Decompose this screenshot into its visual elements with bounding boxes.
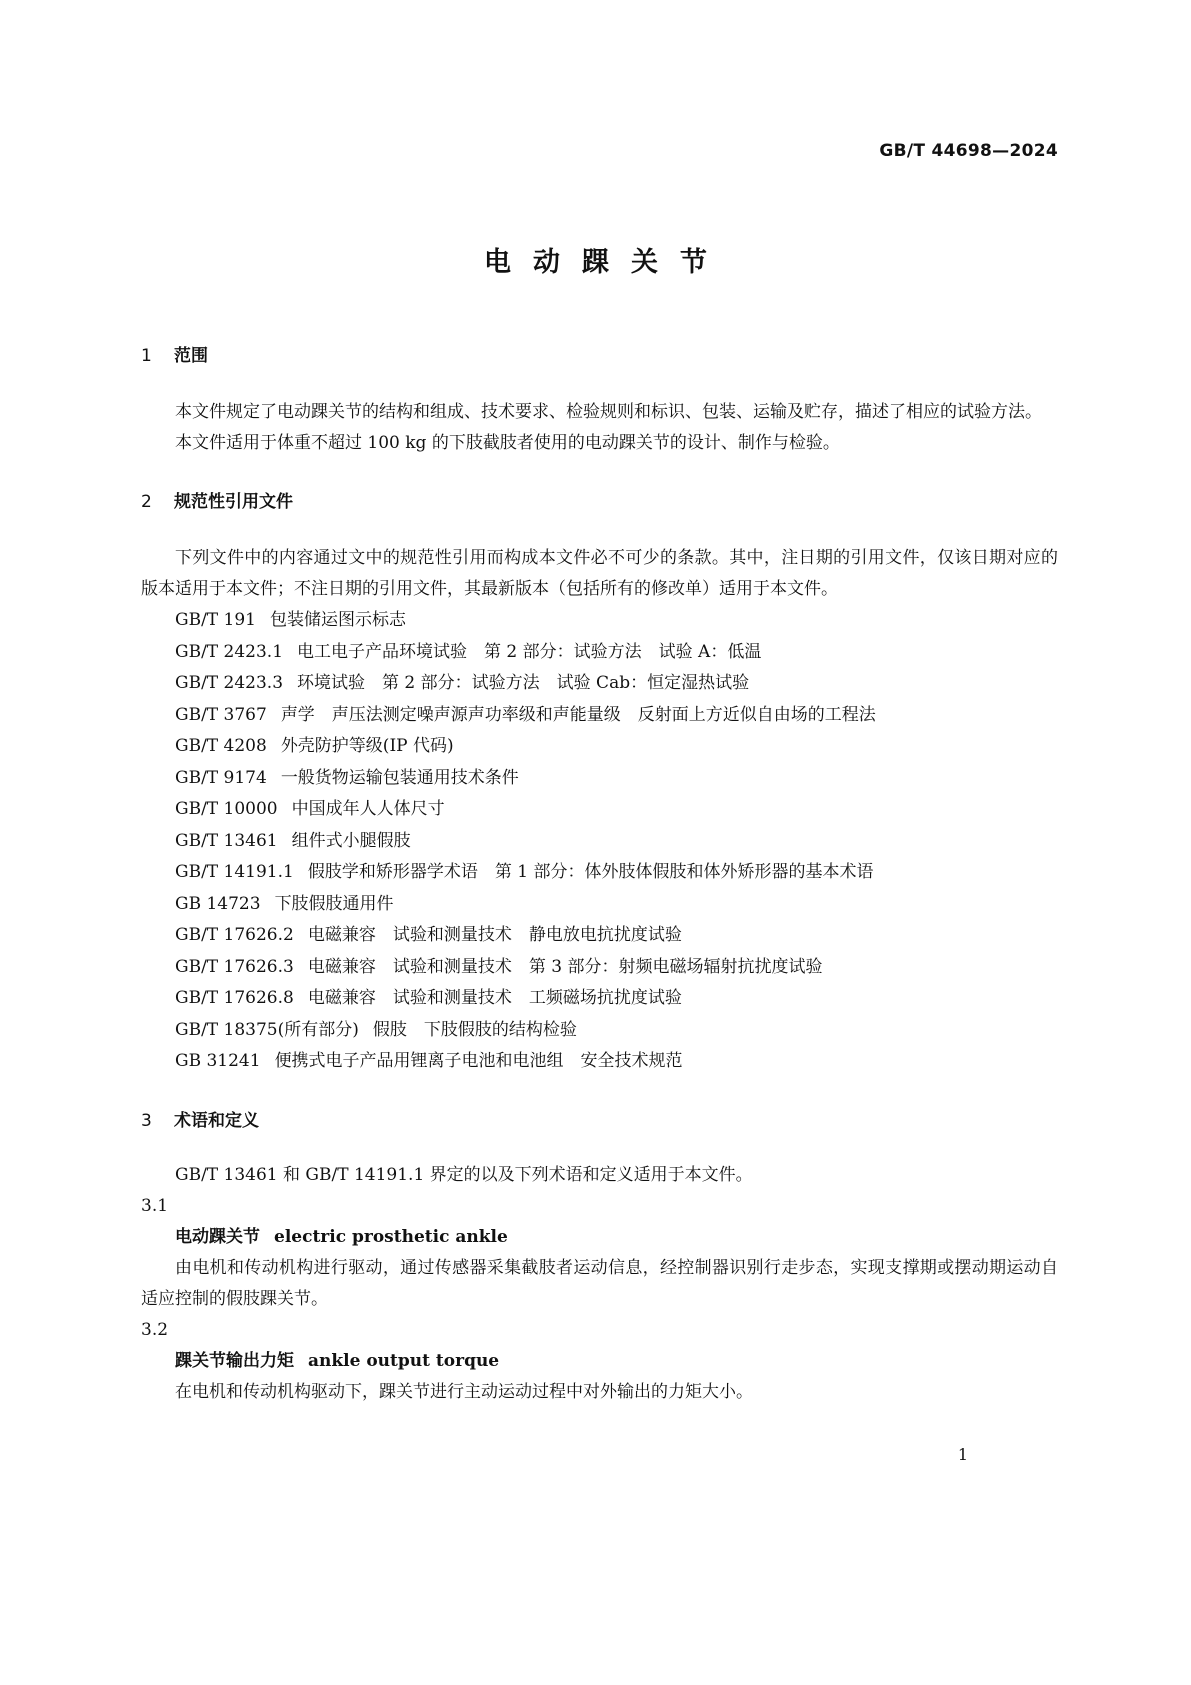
reference-title: 一般货物运输包装通用技术条件 xyxy=(280,767,519,788)
reference-item xyxy=(141,857,1058,889)
reference-code: GB/T 10000 xyxy=(175,799,278,819)
section-3-number: 3 xyxy=(141,1110,152,1131)
reference-title: 中国成年人人体尺寸 xyxy=(291,799,445,819)
reference-title: 电工电子产品环境试验 第 2 部分：试验方法 试验 A：低温 xyxy=(297,641,762,662)
standard-number: GB/T 44698—2024 xyxy=(879,141,1058,161)
section-2-heading xyxy=(141,489,1058,515)
reference-code: GB/T 2423.1 xyxy=(175,641,284,662)
term-en: electric prosthetic ankle xyxy=(274,1226,508,1247)
reference-code: GB/T 17626.8 xyxy=(175,988,294,1008)
term-zh: 踝关节输出力矩 xyxy=(175,1350,294,1371)
reference-title: 下肢假肢通用件 xyxy=(274,893,394,914)
reference-item xyxy=(141,826,1058,858)
term-number: 3.1 xyxy=(141,1195,169,1216)
reference-code: GB/T 3767 xyxy=(175,704,267,725)
reference-list xyxy=(141,605,1058,1078)
reference-code: GB/T 191 xyxy=(175,610,256,630)
reference-item xyxy=(141,983,1058,1015)
scope-paragraph-1: 本文件规定了电动踝关节的结构和组成、技术要求、检验规则和标识、包装、运输及贮存，描述了相应的试验方法。 xyxy=(175,402,1042,422)
reference-code: GB/T 17626.2 xyxy=(175,925,294,945)
term-entry xyxy=(141,1191,1058,1315)
term-en: ankle output torque xyxy=(308,1350,500,1371)
page-number: 1 xyxy=(957,1445,968,1464)
section-1-title: 范围 xyxy=(174,346,208,366)
reference-code: GB/T 9174 xyxy=(175,767,267,788)
reference-title: 组件式小腿假肢 xyxy=(291,830,411,851)
term-number: 3.2 xyxy=(141,1319,169,1340)
reference-code: GB/T 14191.1 xyxy=(175,862,294,882)
references-intro: 下列文件中的内容通过文中的规范性引用而构成本文件必不可少的条款。其中，注日期的引用文件，仅该日期对应的版本适用于本文件；不注日期的引用文件，其最新版本（包括所有的修改单）适用于本文件。 xyxy=(141,548,1058,599)
term-heading xyxy=(141,1222,1058,1253)
reference-title: 电磁兼容 试验和测量技术 工频磁场抗扰度试验 xyxy=(307,988,682,1008)
reference-code: GB/T 17626.3 xyxy=(175,956,294,977)
reference-title: 电磁兼容 试验和测量技术 第 3 部分：射频电磁场辐射抗扰度试验 xyxy=(307,956,823,977)
reference-item xyxy=(141,889,1058,921)
term-definition: 在电机和传动机构驱动下，踝关节进行主动运动过程中对外输出的力矩大小。 xyxy=(175,1381,753,1402)
reference-item xyxy=(141,1046,1058,1078)
reference-item xyxy=(141,605,1058,637)
reference-title: 声学 声压法测定噪声源声功率级和声能量级 反射面上方近似自由场的工程法 xyxy=(280,704,876,725)
reference-item xyxy=(141,952,1058,984)
reference-code: GB/T 4208 xyxy=(175,736,267,756)
scope-paragraph-2: 本文件适用于体重不超过 100 kg 的下肢截肢者使用的电动踝关节的设计、制作与检验。 xyxy=(175,433,840,453)
term-heading xyxy=(141,1346,1058,1377)
reference-item xyxy=(141,920,1058,952)
reference-code: GB/T 13461 xyxy=(175,830,278,851)
reference-item xyxy=(141,1015,1058,1047)
reference-title: 外壳防护等级(IP 代码) xyxy=(280,736,454,756)
term-zh: 电动踝关节 xyxy=(175,1226,260,1247)
term-definition: 由电机和传动机构进行驱动，通过传感器采集截肢者运动信息，经控制器识别行走步态，实现支撑期或摆动期运动自适应控制的假肢踝关节。 xyxy=(141,1257,1058,1309)
section-1-heading xyxy=(141,343,1058,369)
reference-item xyxy=(141,731,1058,763)
section-3-title: 术语和定义 xyxy=(174,1110,259,1131)
reference-title: 便携式电子产品用锂离子电池和电池组 安全技术规范 xyxy=(274,1051,683,1071)
reference-title: 假肢学和矫形器学术语 第 1 部分：体外肢体假肢和体外矫形器的基本术语 xyxy=(307,862,874,882)
reference-title: 假肢 下肢假肢的结构检验 xyxy=(372,1019,577,1040)
reference-title: 环境试验 第 2 部分：试验方法 试验 Cab：恒定湿热试验 xyxy=(297,673,750,693)
document-body xyxy=(141,343,1058,1408)
reference-code: GB 14723 xyxy=(175,893,261,914)
section-3-heading xyxy=(141,1108,1058,1134)
reference-code: GB/T 18375(所有部分) xyxy=(175,1019,359,1040)
section-2-number: 2 xyxy=(141,492,152,512)
reference-item xyxy=(141,700,1058,732)
reference-item xyxy=(141,763,1058,795)
reference-code: GB/T 2423.3 xyxy=(175,673,284,693)
section-2-title: 规范性引用文件 xyxy=(174,492,293,512)
terms-intro: GB/T 13461 和 GB/T 14191.1 界定的以及下列术语和定义适用于本文件。 xyxy=(175,1164,753,1185)
term-entry xyxy=(141,1315,1058,1408)
reference-item xyxy=(141,668,1058,700)
document-title: 电动踝关节 xyxy=(484,247,729,278)
reference-item xyxy=(141,637,1058,669)
reference-code: GB 31241 xyxy=(175,1051,261,1071)
reference-title: 包装储运图示标志 xyxy=(270,610,406,630)
section-1-number: 1 xyxy=(141,346,152,366)
reference-title: 电磁兼容 试验和测量技术 静电放电抗扰度试验 xyxy=(307,925,682,945)
reference-item xyxy=(141,794,1058,826)
